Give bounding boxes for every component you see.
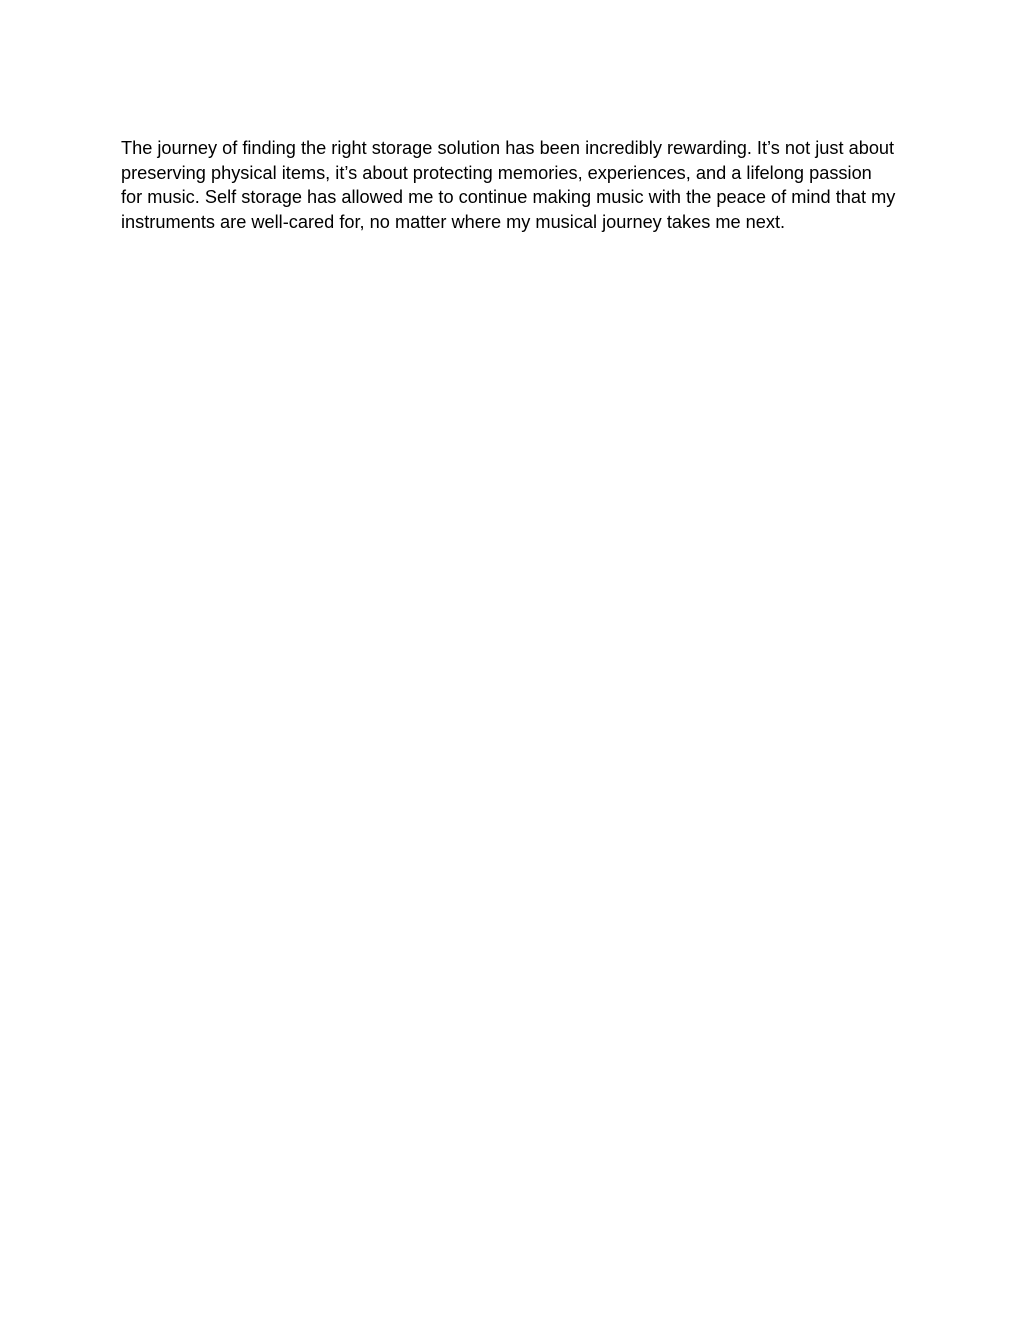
paragraph-line: for music. Self storage has allowed me to continue making music with the peace of mind that my xyxy=(121,187,896,208)
paragraph-line: preserving physical items, it’s about protecting memories, experiences, and a lifelong passion xyxy=(121,162,872,183)
body-paragraph xyxy=(121,136,921,234)
paragraph-line: instruments are well-cared for, no matter where my musical journey takes me next. xyxy=(121,211,786,232)
paragraph-line: The journey of finding the right storage solution has been incredibly rewarding. It’s not just about xyxy=(121,138,895,159)
